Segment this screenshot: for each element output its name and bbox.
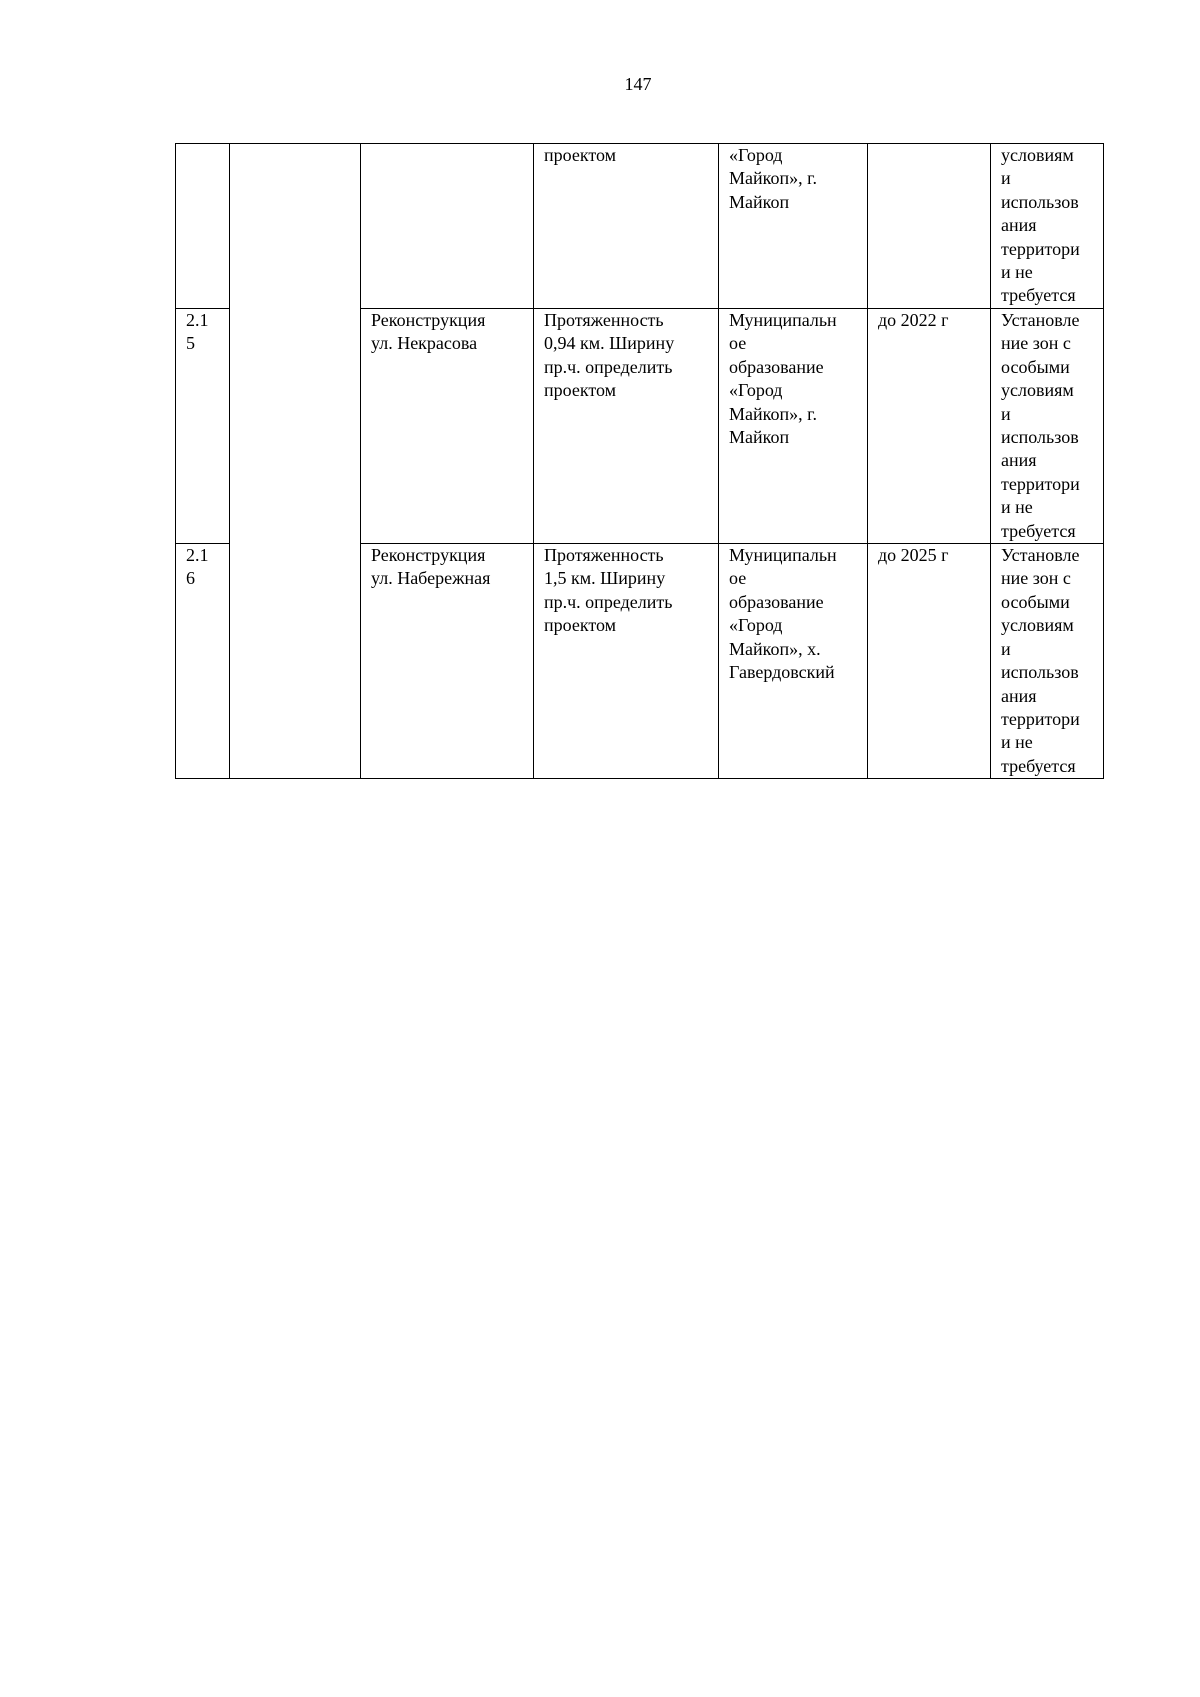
cell-location: Муниципальн ое образование «Город Майкоп», х. Гавердовский [719, 544, 868, 779]
cell-period: до 2025 г [868, 544, 991, 779]
cell-note: Установле ние зон с особыми условиям и использов ания территори и не требуется [991, 309, 1104, 544]
cell-group [230, 144, 361, 779]
cell-num: 2.1 5 [176, 309, 230, 544]
cell-name: Реконструкция ул. Набережная [361, 544, 534, 779]
cell-note: Установле ние зон с особыми условиям и использов ания территори и не требуется [991, 544, 1104, 779]
cell-location: Муниципальн ое образование «Город Майкоп», г. Майкоп [719, 309, 868, 544]
cell-num [176, 144, 230, 309]
table-row [176, 144, 1104, 309]
cell-period [868, 144, 991, 309]
cell-num: 2.1 6 [176, 544, 230, 779]
cell-characteristics: Протяженность 1,5 км. Ширину пр.ч. определить проектом [534, 544, 719, 779]
cell-period: до 2022 г [868, 309, 991, 544]
objects-table [175, 143, 1104, 779]
cell-name [361, 144, 534, 309]
cell-characteristics: Протяженность 0,94 км. Ширину пр.ч. определить проектом [534, 309, 719, 544]
cell-note: условиям и использов ания территори и не требуется [991, 144, 1104, 309]
cell-characteristics: проектом [534, 144, 719, 309]
cell-name: Реконструкция ул. Некрасова [361, 309, 534, 544]
page-number: 147 [624, 74, 652, 94]
cell-location: «Город Майкоп», г. Майкоп [719, 144, 868, 309]
